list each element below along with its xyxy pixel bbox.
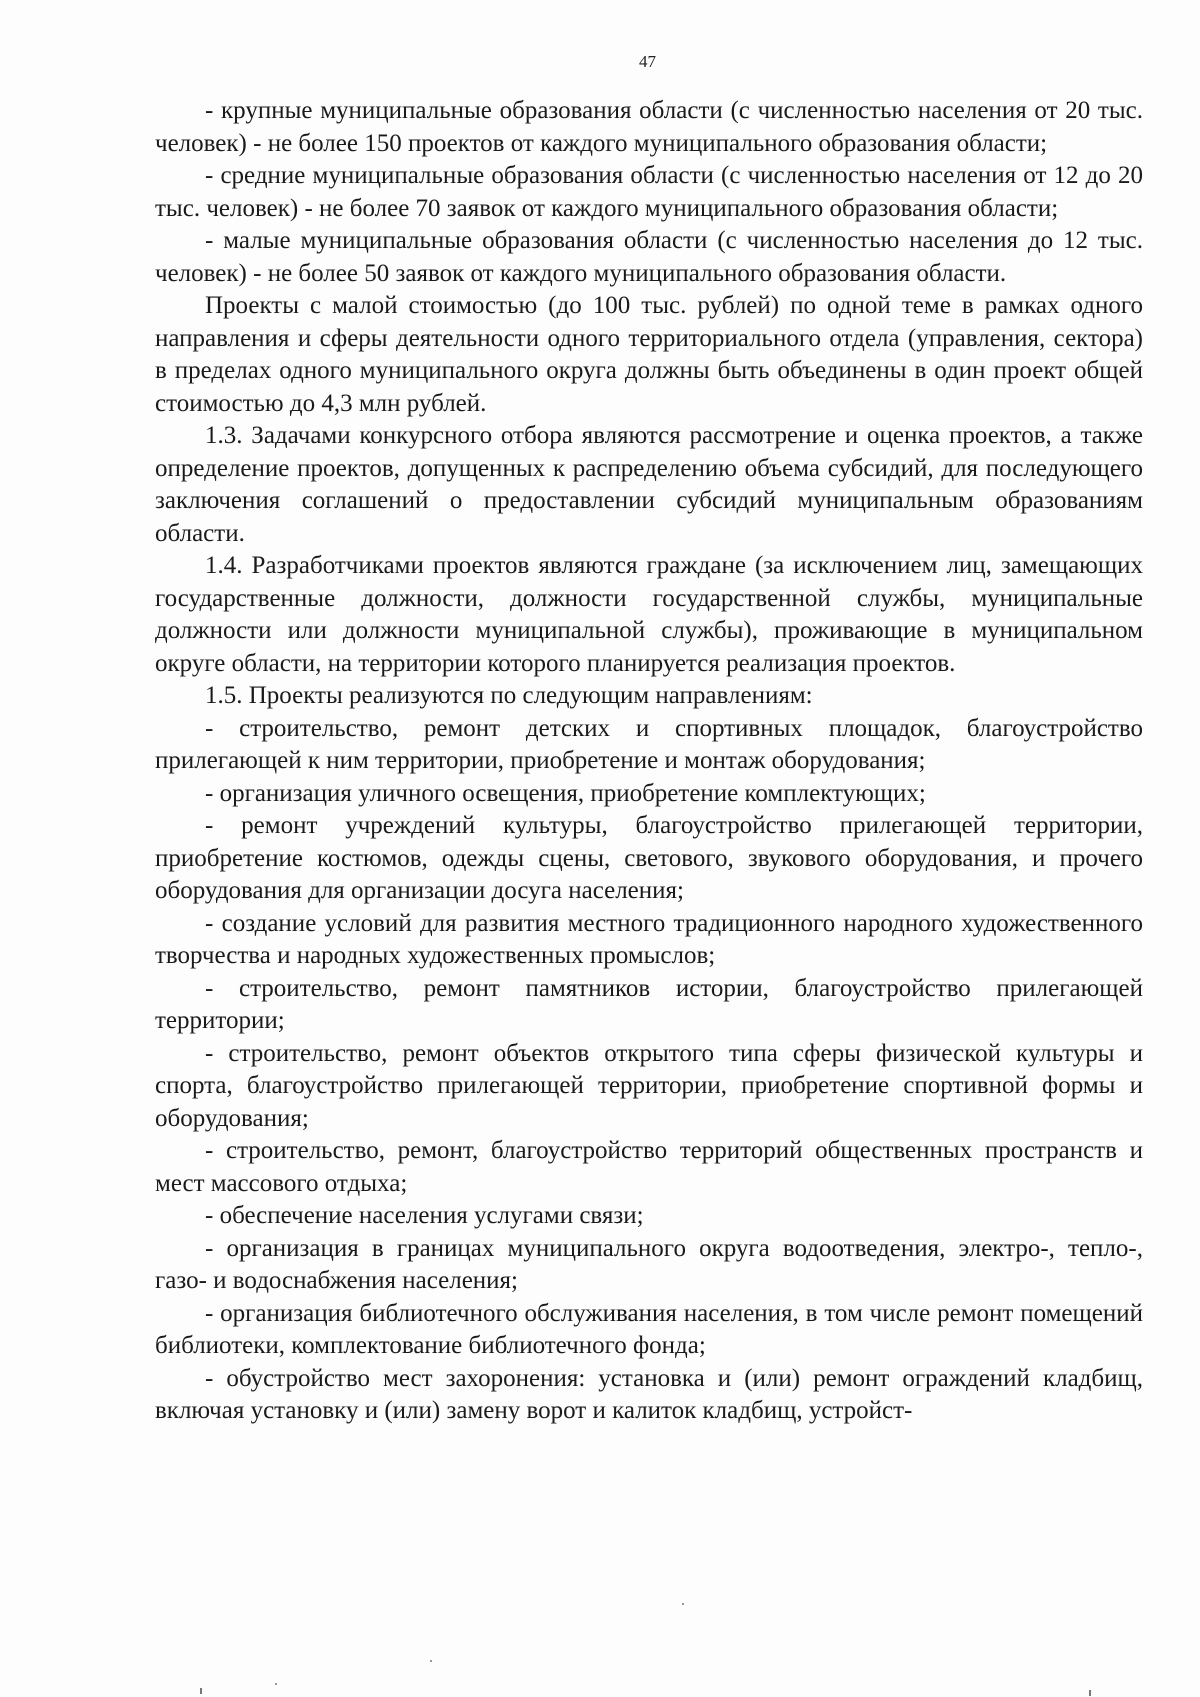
list-item: - строительство, ремонт, благоустройство территорий общественных пространств и мест массового отдыха; [155, 1137, 1143, 1197]
list-item: - ремонт учреждений культуры, благоустройство прилегающей территории, приобретение костюмов, одежды сцены, светового, звукового оборудования, и прочего оборудования для организации досуга населения; [155, 812, 1143, 904]
paragraph-medium-municipalities: - средние муниципальные образования области (с численностью населения от 12 до 20 тыс. человек) - не более 70 заявок от каждого муниципального образования области; [155, 162, 1143, 222]
paragraph-section-1-4: 1.4. Разработчиками проектов являются граждане (за исключением лиц, замещающих государственные должности, должности государственной службы, муниципальные должности или должности муниципальной службы), проживающие в муниципальном округе области, на территории которого планируется реализация проектов. [155, 552, 1143, 677]
paragraph-section-1-3: 1.3. Задачами конкурсного отбора являются рассмотрение и оценка проектов, а также определение проектов, допущенных к распределению объема субсидий, для последующего заключения соглашений о предоставлении субсидий муниципальным образованиям области. [155, 422, 1143, 547]
list-item: - строительство, ремонт детских и спортивных площадок, благоустройство прилегающей к ним территории, приобретение и монтаж оборудования; [155, 714, 1143, 774]
paragraph-section-1-5: 1.5. Проекты реализуются по следующим направлениям: [205, 682, 813, 709]
list-item: - создание условий для развития местного традиционного народного художественного творчества и народных художественных промыслов; [155, 909, 1143, 969]
list-item: - организация в границах муниципального округа водоотведения, электро-, тепло-, газо- и водоснабжения населения; [155, 1234, 1143, 1294]
paragraph-large-municipalities: - крупные муниципальные образования области (с численностью населения от 20 тыс. человек) - не более 150 проектов от каждого муниципального образования области; [155, 97, 1143, 157]
paragraph-low-cost-projects: Проекты с малой стоимостью (до 100 тыс. рублей) по одной теме в рамках одного направления и сферы деятельности одного территориального отдела (управления, сектора) в пределах одного муниципального округа должны быть объединены в один проект общей стоимостью до 4,3 млн рублей. [155, 292, 1143, 417]
scan-speck [200, 1688, 202, 1694]
list-item: - обеспечение населения услугами связи; [205, 1202, 644, 1229]
scan-speck [1089, 1690, 1091, 1696]
page-number: 47 [639, 52, 656, 71]
document-body [155, 95, 1143, 1428]
scan-speck [430, 1660, 432, 1662]
list-item: - организация библиотечного обслуживания населения, в том числе ремонт помещений библиотеки, комплектование библиотечного фонда; [155, 1299, 1143, 1359]
scan-speck [275, 1683, 277, 1685]
paragraph-small-municipalities: - малые муниципальные образования области (с численностью населения до 12 тыс. человек) - не более 50 заявок от каждого муниципального образования области. [155, 227, 1143, 287]
list-item: - строительство, ремонт объектов открытого типа сферы физической культуры и спорта, благоустройство прилегающей территории, приобретение спортивной формы и оборудования; [155, 1039, 1143, 1132]
list-item: - строительство, ремонт памятников истории, благоустройство прилегающей территории; [155, 974, 1143, 1034]
list-item: - обустройство мест захоронения: установка и (или) ремонт ограждений кладбищ, включая установку и (или) замену ворот и калиток кладбищ, устройст- [155, 1364, 1143, 1424]
list-item: - организация уличного освещения, приобретение комплектующих; [205, 779, 926, 807]
scan-speck [682, 1603, 684, 1605]
